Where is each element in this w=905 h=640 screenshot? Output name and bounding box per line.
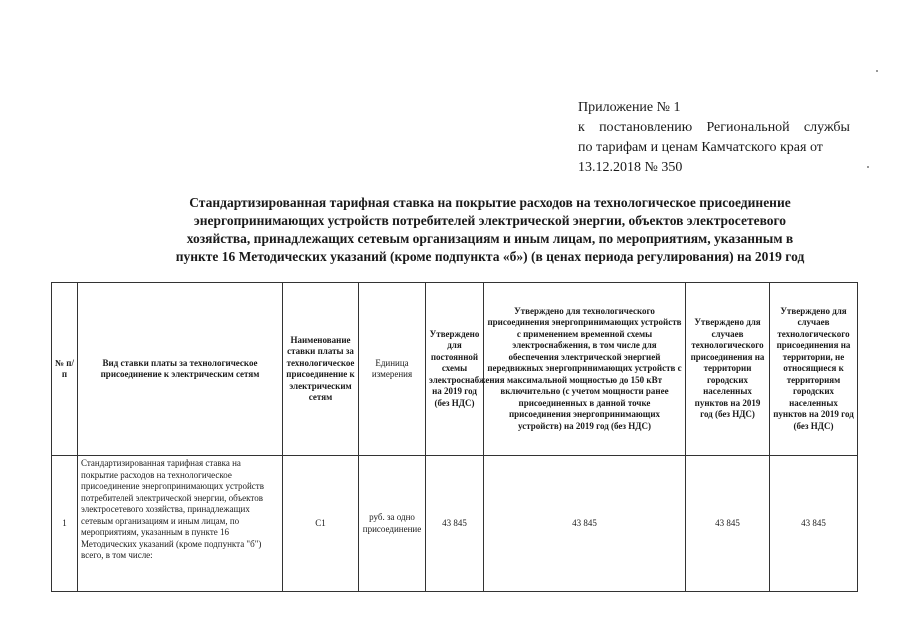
header-cell-rural: Утверждено для случаев технологического присоединения на территории, не относящиеся к территориям городских населенных пунктов на 2019 год (без НДС): [770, 283, 858, 456]
appendix-line-2: [578, 118, 850, 138]
scan-speck: [876, 70, 878, 72]
header-cell-permanent: Утверждено для постоянной схемы электроснабжения на 2019 год (без НДС): [426, 283, 484, 456]
cell-number: 1: [52, 456, 78, 592]
cell-permanent: 43 845: [426, 456, 484, 592]
tariff-rates-table: [51, 282, 858, 592]
cell-urban: 43 845: [686, 456, 770, 592]
header-cell-unit: Единица измерения: [359, 283, 426, 456]
cell-name: C1: [283, 456, 359, 592]
appendix-word: Региональной: [706, 120, 790, 135]
cell-kind: Стандартизированная тарифная ставка на покрытие расходов на технологическое присоединение энергопринимающих устройств потребителей электрической энергии, объектов электросетевого хозяйства, принадлежащих сетевым организациям и иным лицам, по мероприятиям, указанным в пункте 16 Методических указаний (кроме подпункта "б") всего, в том числе:: [78, 456, 283, 592]
header-cell-urban: Утверждено для случаев технологического присоединения на территории городских населенных пунктов на 2019 год (без НДС): [686, 283, 770, 456]
scan-speck: [867, 166, 869, 168]
table-header-row: [52, 283, 858, 456]
table-row: [52, 456, 858, 592]
header-cell-kind: Вид ставки платы за технологическое присоединение к электрическим сетям: [78, 283, 283, 456]
appendix-word: постановлению: [599, 120, 693, 135]
header-cell-number: № п/п: [52, 283, 78, 456]
appendix-line-4: 13.12.2018 № 350: [578, 160, 683, 175]
cell-unit: руб. за одно присоединение: [359, 456, 426, 592]
appendix-block: [578, 98, 868, 178]
appendix-word: к: [578, 120, 585, 135]
cell-rural: 43 845: [770, 456, 858, 592]
header-cell-temporary: Утверждено для технологического присоединения энергопринимающих устройств с применением временной схемы электроснабжения, в том числе для обеспечения электрической энергией передвижных энергопринимающих устройств с максимальной мощностью до 150 кВт включительно (с учетом мощности ранее присоединенных в данной точке присоединения энергопринимающих устройств) на 2019 год (без НДС): [484, 283, 686, 456]
title-line: энергопринимающих устройств потребителей электрической энергии, объектов электросетевого: [193, 213, 787, 228]
title-line: пункте 16 Методических указаний (кроме подпункта «б») (в ценах периода регулирования) на 2019 год: [175, 249, 805, 264]
appendix-word: службы: [803, 120, 850, 135]
cell-temporary: 43 845: [484, 456, 686, 592]
appendix-title: Приложение № 1: [578, 100, 681, 115]
header-cell-name: Наименование ставки платы за технологическое присоединение к электрическим сетям: [283, 283, 359, 456]
document-title: [120, 194, 860, 266]
title-line: Стандартизированная тарифная ставка на покрытие расходов на технологическое присоединение: [189, 195, 791, 210]
appendix-line-3: по тарифам и ценам Камчатского края от: [578, 140, 823, 155]
title-line: хозяйства, принадлежащих сетевым организациям и иным лицам, по мероприятиям, указанным в: [186, 231, 794, 246]
